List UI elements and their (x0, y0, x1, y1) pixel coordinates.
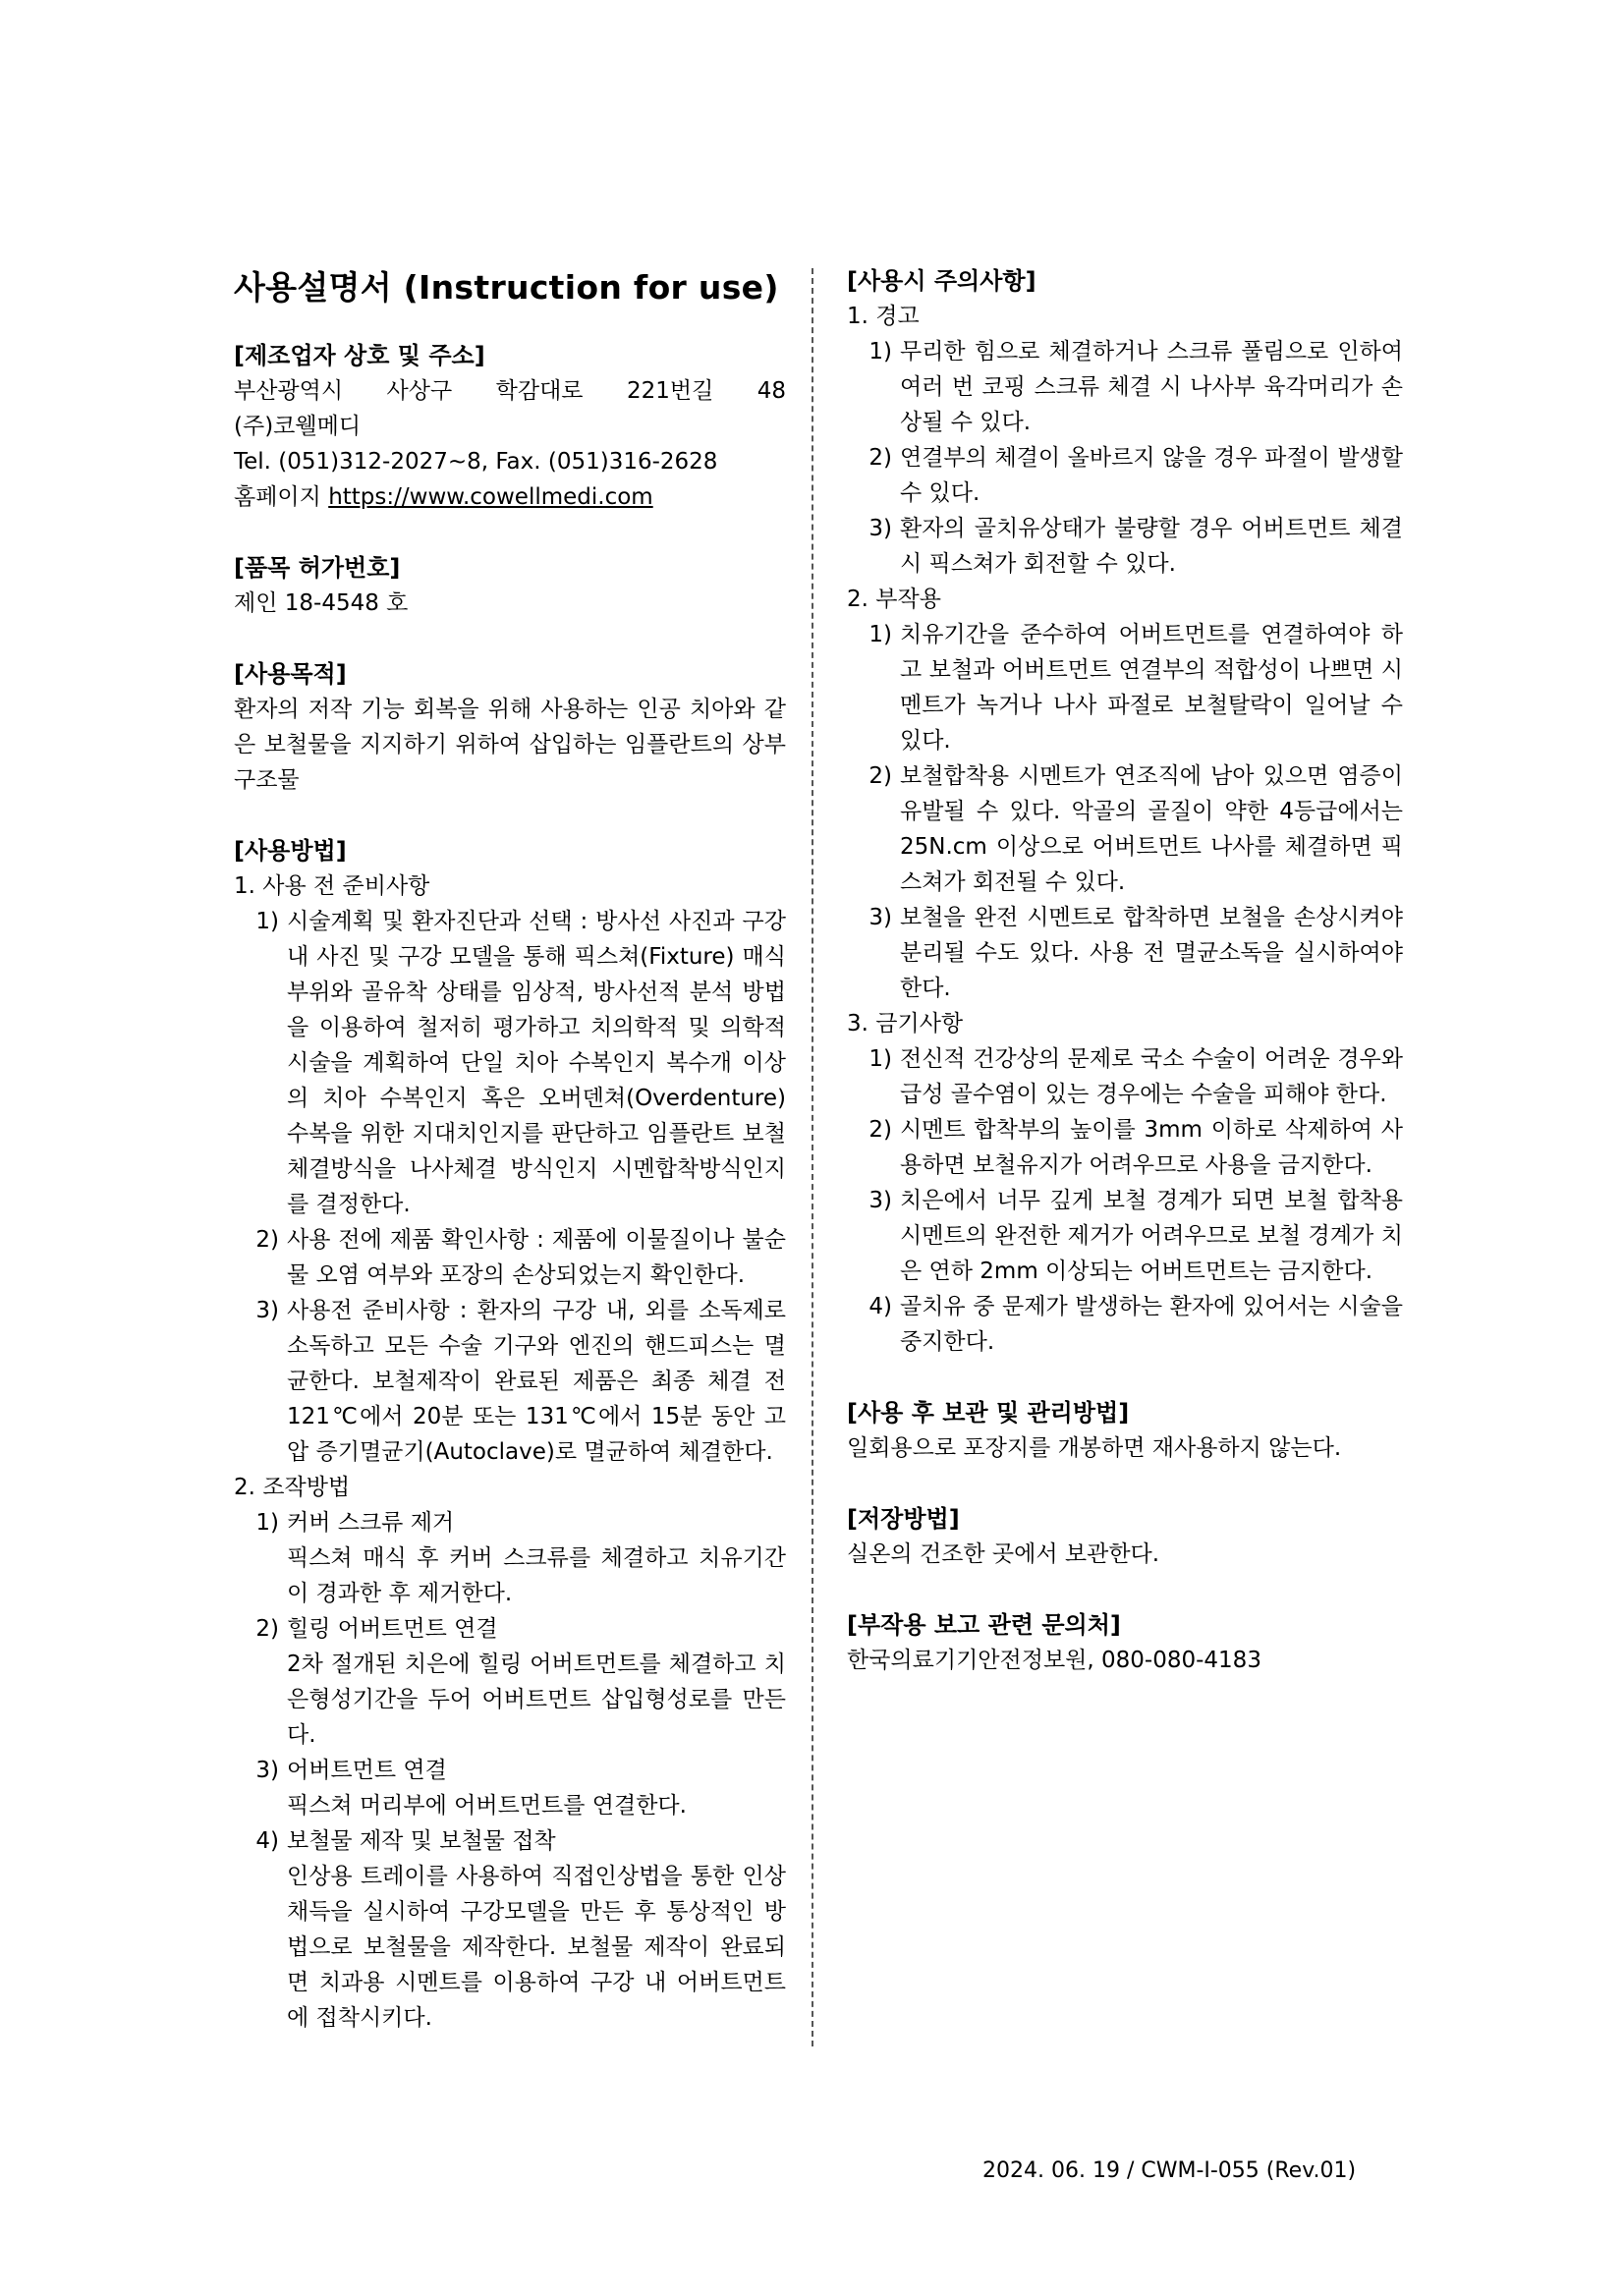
list-item: 1) 무리한 힘으로 체결하거나 스크류 풀림으로 인하여 여러 번 코핑 스크류 체결 시 나사부 육각머리가 손상될 수 있다. (868, 339, 1403, 435)
list-item: 3) 치은에서 너무 깊게 보철 경계가 되면 보철 합착용 시멘트의 완전한 제거가 어려우므로 보철 경계가 치은 연하 2mm 이상되는 어버트먼트는 금지한다. (868, 1188, 1403, 1284)
usage-section (234, 833, 786, 2036)
adverse-report-section (847, 1607, 1403, 1678)
list-item: 1) 시술계획 및 환자진단과 선택 : 방사선 사진과 구강 내 사진 및 구강 모델을 통해 픽스쳐(Fixture) 매식부위와 골유착 상태를 임상적, 방사선적 분석 방법을 이용하여 철저히 평가하고 치의학적 및 의학적 시술을 계획하여 단일 치아 수복인지 복수개 이상의 치아 수복인지 혹은 오버덴쳐(Overdenture) 수복을 위한 지대치인지를 판단하고 임플란트 보철 체결방식을 나사체결 방식인지 시멘합착방식인지를 결정한다. (255, 909, 786, 1217)
purpose-text: 환자의 저작 기능 회복을 위해 사용하는 인공 치아와 같은 보철물을 지지하기 위하여 삽입하는 임플란트의 상부구조물 (234, 697, 786, 793)
storage-text: 실온의 건조한 곳에서 보관한다. (847, 1541, 1160, 1567)
column-divider (812, 268, 813, 2046)
homepage-link[interactable]: https://www.cowellmedi.com (328, 484, 653, 510)
purpose-heading: [사용목적] (234, 660, 347, 688)
right-column (847, 263, 1403, 1678)
list-item: 4) 골치유 중 문제가 발생하는 환자에 있어서는 시술을 중지한다. (868, 1294, 1403, 1355)
list-item: 3) 환자의 골치유상태가 불량할 경우 어버트먼트 체결 시 픽스쳐가 회전할 수 있다. (868, 516, 1403, 577)
list-item: 2) 연결부의 체결이 올바르지 않을 경우 파절이 발생할 수 있다. (868, 445, 1403, 506)
list-item: 3) 보철을 완전 시멘트로 합착하면 보철을 손상시켜야 분리될 수도 있다. 사용 전 멸균소독을 실시하여야한다. (868, 905, 1403, 1001)
storage-after-use-section (847, 1395, 1403, 1466)
list-item-body: 인상용 트레이를 사용하여 직접인상법을 통한 인상채득을 실시하여 구강모델을 만든 후 통상적인 방법으로 보철물을 제작한다. 보철물 제작이 완료되면 치과용 시멘트를 이용하여 구강 내 어버트먼트에 접착시키다. (287, 1864, 786, 2031)
adverse-report-text: 한국의료기기안전정보원, 080-080-4183 (847, 1648, 1261, 1673)
list-item-body: 2차 절개된 치은에 힐링 어버트먼트를 체결하고 치은형성기간을 두어 어버트먼트 삽입형성로를 만든다. (287, 1652, 786, 1748)
purpose-section (234, 656, 786, 798)
list-item: 1) 전신적 건강상의 문제로 국소 수술이 어려운 경우와 급성 골수염이 있는 경우에는 수술을 피해야 한다. (868, 1046, 1403, 1107)
manufacturer-address: 부산광역시 사상구 학감대로 221번길 48 (234, 378, 786, 404)
precautions-subsection-label: 1. 경고 (847, 304, 920, 329)
precautions-subsection-label: 3. 금기사항 (847, 1011, 964, 1036)
list-item: 3) 어버트먼트 연결 (255, 1758, 447, 1783)
precautions-subsection-label: 2. 부작용 (847, 587, 941, 612)
storage-after-use-heading: [사용 후 보관 및 관리방법] (847, 1399, 1130, 1427)
left-column (234, 263, 786, 2036)
list-item: 1) 치유기간을 준수하여 어버트먼트를 연결하여야 하고 보철과 어버트먼트 연결부의 적합성이 나쁘면 시멘트가 녹거나 나사 파절로 보철탈락이 일어날 수 있다. (868, 622, 1403, 754)
document-title: 사용설명서 (Instruction for use) (234, 268, 779, 307)
list-item: 2) 보철합착용 시멘트가 연조직에 남아 있으면 염증이 유발될 수 있다. 악골의 골질이 약한 4등급에서는 25N.cm 이상으로 어버트먼트 나사를 체결하면 픽스쳐가 회전될 수 있다. (868, 763, 1403, 895)
storage-after-use-text: 일회용으로 포장지를 개봉하면 재사용하지 않는다. (847, 1435, 1342, 1461)
approval-number: 제인 18-4548 호 (234, 590, 409, 616)
approval-heading: [품목 허가번호] (234, 554, 401, 582)
manufacturer-heading: [제조업자 상호 및 주소] (234, 342, 485, 369)
manufacturer-section (234, 338, 786, 515)
list-item-body: 픽스쳐 매식 후 커버 스크류를 체결하고 치유기간이 경과한 후 제거한다. (287, 1545, 786, 1606)
precautions-section (847, 263, 1403, 1360)
usage-subsection-label: 2. 조작방법 (234, 1475, 351, 1500)
approval-section (234, 550, 786, 621)
adverse-report-heading: [부작용 보고 관련 문의처] (847, 1611, 1121, 1639)
storage-heading: [저장방법] (847, 1505, 960, 1533)
document-footer: 2024. 06. 19 / CWM-I-055 (Rev.01) (982, 2158, 1357, 2183)
list-item: 2) 사용 전에 제품 확인사항 : 제품에 이물질이나 불순물 오염 여부와 포장의 손상되었는지 확인한다. (255, 1227, 786, 1288)
list-item: 3) 사용전 준비사항 : 환자의 구강 내, 외를 소독제로 소독하고 모든 수술 기구와 엔진의 핸드피스는 멸균한다. 보철제작이 완료된 제품은 최종 체결 전 121℃에서 20분 또는 131℃에서 15분 동안 고압 증기멸균기(Autoclave)로 멸균하여 체결한다. (255, 1298, 786, 1465)
precautions-heading: [사용시 주의사항] (847, 267, 1036, 295)
manufacturer-company: (주)코웰메디 (234, 414, 362, 439)
homepage-label: 홈페이지 (234, 484, 321, 510)
list-item-body: 픽스쳐 머리부에 어버트먼트를 연결한다. (287, 1793, 687, 1819)
storage-section (847, 1501, 1403, 1572)
usage-heading: [사용방법] (234, 837, 347, 865)
manufacturer-contact: Tel. (051)312-2027~8, Fax. (051)316-2628 (234, 449, 718, 475)
list-item: 2) 시멘트 합착부의 높이를 3mm 이하로 삭제하여 사용하면 보철유지가 어려우므로 사용을 금지한다. (868, 1117, 1403, 1178)
list-item: 1) 커버 스크류 제거 (255, 1510, 455, 1536)
usage-subsection-label: 1. 사용 전 준비사항 (234, 873, 430, 899)
list-item: 4) 보철물 제작 및 보철물 접착 (255, 1828, 556, 1854)
manufacturer-homepage (234, 479, 786, 515)
list-item: 2) 힐링 어버트먼트 연결 (255, 1616, 498, 1642)
